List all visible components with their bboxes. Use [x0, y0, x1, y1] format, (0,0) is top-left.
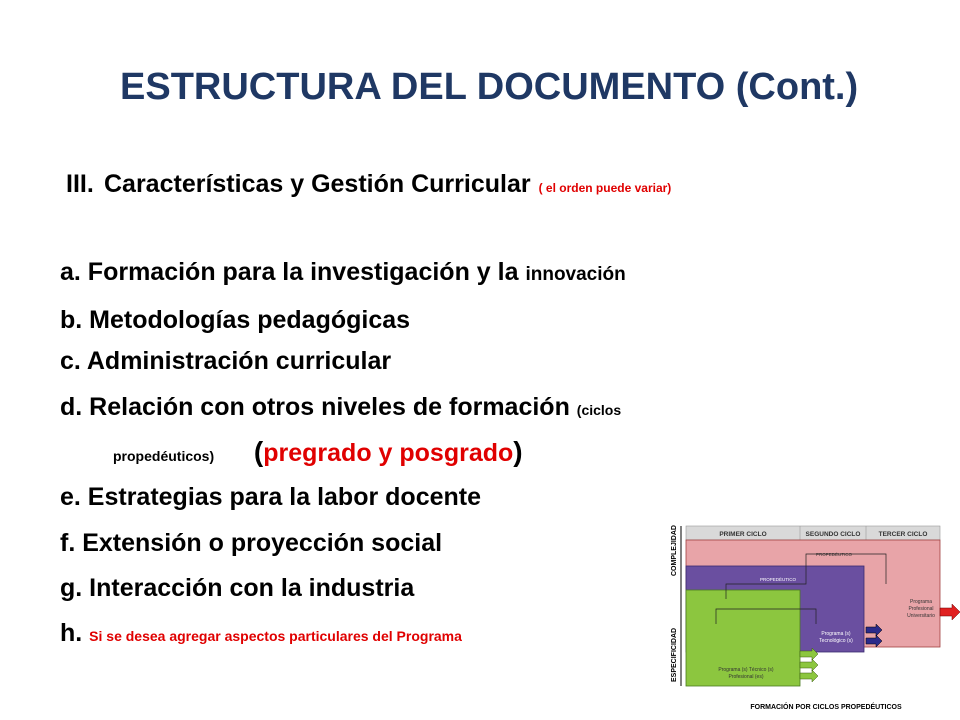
- list-item-f: f. Extensión o proyección social: [60, 529, 443, 557]
- list-item-a-text: a. Formación para la investigación y la: [60, 258, 526, 286]
- tecnico-label-1: Programa (s) Técnico (s): [718, 667, 774, 673]
- open-paren: (: [253, 436, 264, 467]
- diagram-caption: FORMACIÓN POR CICLOS PROPEDÉUTICOS: [750, 704, 902, 711]
- cycles-diagram: [666, 524, 960, 720]
- list-item-d-cont-note: propedéuticos): [113, 448, 215, 464]
- column-tercer-ciclo: TERCER CICLO: [878, 531, 928, 538]
- list-item-h-note: Si se desea agregar aspectos particulares del Programa: [89, 628, 462, 644]
- list-item-e: e. Estrategias para la labor docente: [60, 483, 481, 511]
- green-arrow-icon: [800, 659, 818, 671]
- section-note: ( el orden puede variar): [538, 181, 672, 195]
- section-heading-text: Características y Gestión Curricular: [104, 170, 531, 198]
- list-item-a-suffix: innovación: [525, 264, 626, 285]
- profesional-label-1: Programa: [910, 599, 932, 605]
- y-axis-bottom-label: ESPECIFICIDAD: [671, 627, 678, 682]
- list-item-a: [60, 258, 626, 287]
- section-number: III.: [66, 170, 94, 198]
- list-item-d-highlight: pregrado y posgrado: [263, 439, 514, 467]
- list-item-d: [60, 393, 621, 422]
- list-item-d-text: d. Relación con otros niveles de formación: [60, 393, 577, 421]
- tecnologico-label-2: Tecnológico (s): [819, 638, 853, 644]
- section-heading: [66, 170, 671, 199]
- prop-top-label: PROPEDÉUTICO: [816, 552, 853, 557]
- list-item-b: b. Metodologías pedagógicas: [60, 306, 411, 334]
- column-primer-ciclo: PRIMER CICLO: [719, 531, 767, 538]
- y-axis-top-label: COMPLEJIDAD: [671, 525, 678, 576]
- list-item-h: [60, 619, 462, 648]
- profesional-label-3: Universitario: [907, 613, 935, 619]
- prop-mid-label: PROPEDÉUTICO: [760, 577, 797, 582]
- close-paren: ): [513, 436, 523, 467]
- list-item-g: g. Interacción con la industria: [60, 574, 415, 602]
- column-segundo-ciclo: SEGUNDO CICLO: [805, 531, 861, 538]
- green-arrow-icon: [800, 670, 818, 682]
- page-title: ESTRUCTURA DEL DOCUMENTO (Cont.): [120, 66, 859, 108]
- tecnico-label-2: Profesional (es): [728, 674, 764, 680]
- tecnologico-label-1: Programa (s): [821, 631, 851, 637]
- list-item-d-note: (ciclos: [576, 402, 622, 418]
- profesional-label-2: Profesional: [908, 606, 934, 612]
- red-arrow-icon: [940, 604, 960, 620]
- list-item-h-prefix: h.: [60, 619, 90, 647]
- list-item-d-continuation: [113, 436, 523, 468]
- list-item-c: c. Administración curricular: [60, 347, 392, 375]
